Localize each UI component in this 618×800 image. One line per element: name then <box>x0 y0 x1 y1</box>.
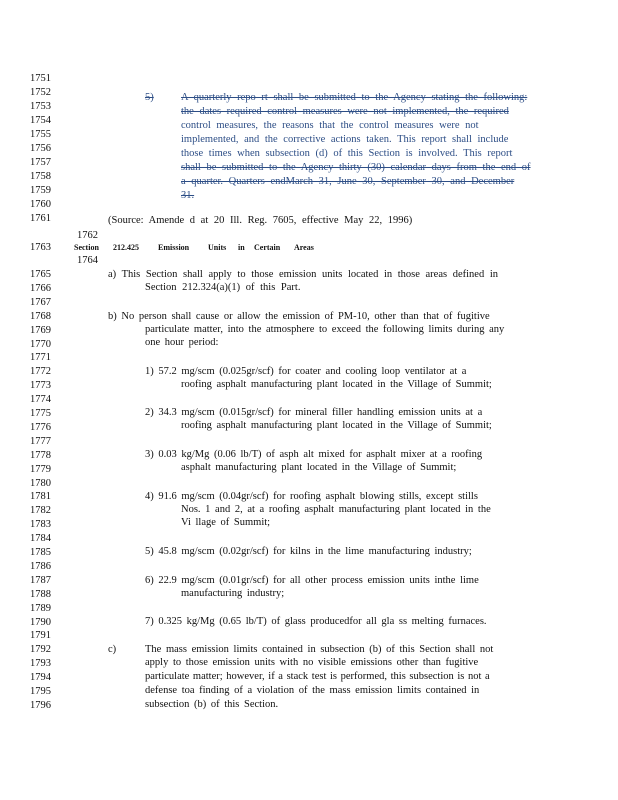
limit-item-line: 7) 0.325 kg/Mg (0.65 lb/T) of glass producedfor all gla ss melting furnaces. <box>145 616 487 627</box>
line-number: 1782 <box>30 505 51 517</box>
line-number: 1771 <box>30 352 51 364</box>
line-number: 1787 <box>30 574 51 586</box>
line-number: 1789 <box>30 602 51 614</box>
section-title-word: Emission <box>158 243 190 252</box>
item5-line: shall be submitted to the Agency thirty (30) calendar days from the end of <box>181 162 531 173</box>
line-number: 1757 <box>30 157 51 168</box>
para-a-line: a) This Section shall apply to those emission units located in those areas defined in <box>108 269 498 280</box>
source-line: (Source: Amende d at 20 Ill. Reg. 7605, effective May 22, 1996) <box>108 215 413 226</box>
line-number: 1759 <box>30 185 51 196</box>
line-number: 1776 <box>30 421 51 433</box>
line-number: 1752 <box>30 87 51 98</box>
line-number: 1770 <box>30 338 51 350</box>
line-number: 1794 <box>30 672 51 684</box>
para-a-line: Section 212.324(a)(1) of this Part. <box>145 282 301 293</box>
line-number: 1796 <box>30 699 51 711</box>
line-number: 1784 <box>30 533 51 545</box>
line-number: 1781 <box>30 491 51 503</box>
para-b-line: one hour period: <box>145 337 219 348</box>
line-number: 1758 <box>30 171 51 182</box>
line-number: 1753 <box>30 101 51 112</box>
section-title-word: Units <box>208 243 227 252</box>
section-number: 212.425 <box>113 243 139 252</box>
line-number: 1778 <box>30 449 51 461</box>
line-number: 1766 <box>30 282 51 294</box>
line-number: 1763 <box>30 242 51 253</box>
limit-item-line: 2) 34.3 mg/scm (0.015gr/scf) for mineral filler handling emission units at a <box>145 407 483 418</box>
section-title-word: in <box>238 243 245 252</box>
line-number: 1768 <box>30 310 51 322</box>
line-number: 1756 <box>30 143 51 154</box>
line-number: 1765 <box>30 269 51 280</box>
limit-item-line: 5) 45.8 mg/scm (0.02gr/scf) for kilns in the lime manufacturing industry; <box>145 546 472 557</box>
line-number: 1754 <box>30 115 51 126</box>
para-c-line: defense toa finding of a violation of the mass emission limits contained in <box>145 685 480 696</box>
para-c-line: subsection (b) of this Section. <box>145 699 279 710</box>
line-number: 1775 <box>30 408 51 419</box>
para-c-line: particulate matter; however, if a stack test is performed, this subsection is not a <box>145 671 490 682</box>
line-number: 1780 <box>30 477 51 489</box>
line-number: 1783 <box>30 519 51 531</box>
limit-item-line: asphalt manufacturing plant located in the Village of Summit; <box>181 462 457 473</box>
line-number: 1762 <box>77 230 98 241</box>
line-number: 1791 <box>30 630 51 642</box>
line-number: 1788 <box>30 588 51 600</box>
section-title-word: Certain <box>254 243 281 252</box>
line-number: 1755 <box>30 129 51 140</box>
para-b-line: particulate matter, into the atmosphere to exceed the following limits during any <box>145 324 505 335</box>
item5-line: implemented, and the corrective actions taken. This report shall include <box>181 134 509 145</box>
line-number: 1773 <box>30 380 51 392</box>
section-title-word: Areas <box>294 243 314 252</box>
item5-marker: 5) <box>145 92 154 103</box>
para-c-line: The mass emission limits contained in subsection (b) of this Section shall not <box>145 644 494 655</box>
line-number: 1777 <box>30 435 51 447</box>
section-label: Section <box>74 243 99 252</box>
limit-item-line: 3) 0.03 kg/Mg (0.06 lb/T) of asph alt mixed for asphalt mixer at a roofing <box>145 449 483 460</box>
line-number: 1785 <box>30 547 51 558</box>
limit-item-line: 6) 22.9 mg/scm (0.01gr/scf) for all other process emission units inthe lime <box>145 575 479 586</box>
line-number: 1795 <box>30 686 51 697</box>
line-number: 1774 <box>30 394 51 406</box>
line-number: 1769 <box>30 324 51 336</box>
para-b-line: b) No person shall cause or allow the emission of PM-10, other than that of fugitive <box>108 311 490 322</box>
line-number: 1760 <box>30 199 51 210</box>
item5-line: 31. <box>181 190 195 201</box>
limit-item-line: 4) 91.6 mg/scm (0.04gr/scf) for roofing asphalt blowing stills, except stills <box>145 491 478 502</box>
line-number: 1751 <box>30 73 51 84</box>
item5-line: the dates required control measures were not implemented, the required <box>181 106 509 117</box>
limit-item-line: manufacturing industry; <box>181 588 285 599</box>
line-number: 1779 <box>30 463 51 475</box>
limit-item-line: 1) 57.2 mg/scm (0.025gr/scf) for coater and cooling loop ventilator at a <box>145 366 467 377</box>
item5-line: a quarter. Quarters endMarch 31, June 30, September 30, and December <box>181 176 515 187</box>
line-number: 1767 <box>30 296 51 308</box>
line-number: 1790 <box>30 616 51 628</box>
item5-line: control measures, the reasons that the control measures were not <box>181 120 479 131</box>
line-number: 1764 <box>77 255 98 266</box>
limit-item-line: Vi llage of Summit; <box>181 517 271 528</box>
line-number: 1761 <box>30 213 51 224</box>
item5-line: A quarterly repo rt shall be submitted to the Agency stating the following: <box>181 92 528 103</box>
limit-item-line: Nos. 1 and 2, at a roofing asphalt manufacturing plant located in the <box>181 504 491 515</box>
item5-line: those times when subsection (d) of this Section is involved. This report <box>181 148 513 159</box>
para-c-marker: c) <box>108 644 117 655</box>
line-number: 1793 <box>30 658 51 670</box>
limit-item-line: roofing asphalt manufacturing plant located in the Village of Summit; <box>181 420 492 431</box>
line-number: 1772 <box>30 366 51 378</box>
limit-item-line: roofing asphalt manufacturing plant located in the Village of Summit; <box>181 379 492 390</box>
line-number: 1786 <box>30 560 51 572</box>
para-c-line: apply to those emission units with no visible emissions other than fugitive <box>145 657 479 668</box>
line-number: 1792 <box>30 644 51 656</box>
